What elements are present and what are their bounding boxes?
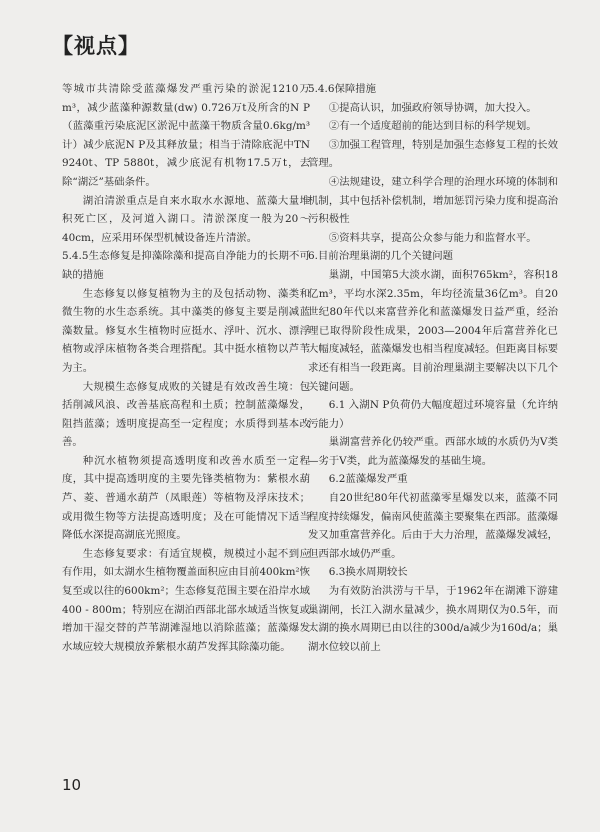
paragraph: 大规模生态修复成败的关键是有效改善生境：包括削减风浪、改善基底高程和土质；控制蓝藻爆发，阻挡蓝藻；透明度提高至一定程度；水质得到基本改善。 bbox=[62, 380, 310, 449]
paragraph: 自20世纪80年代初蓝藻零星爆发以来，蓝藻不同程度持续爆发，偏南风使蓝藻主要聚集在西部。蓝藻爆发又加重富营养化。后由于大力治理，蓝藻爆发减轻，但西部水域仍严重。 bbox=[308, 492, 558, 560]
left-column bbox=[62, 80, 310, 656]
paragraph: 为有效防治洪涝与干旱，于1962年在湖滩下游建巢湖闸，长江入湖水量减少，换水周期仅为0.5年，而太湖的换水周期已由以往的300d/a减少为160d/a；巢湖水位较以前上 bbox=[308, 585, 558, 653]
section-heading: 5.4.6保障措施 bbox=[308, 83, 377, 95]
section-heading: 5.4.5生态修复是抑藻除藻和提高自净能力的长期不可缺的措施 bbox=[62, 250, 310, 281]
paragraph: ②有一个适度超前的能达到目标的科学规划。 bbox=[328, 120, 537, 133]
section-heading: 6.目前治理巢湖的几个关键问题 bbox=[308, 250, 453, 263]
paragraph: 等城市共清除受蓝藻爆发严重污染的淤泥1210万m³，减少蓝藻种源数量(dw) 0.726万t及所含的N P（蓝藻重污染底泥区淤泥中蓝藻干物质含量0.6kg/m³计）减少底泥N P及其释放量；相当于清除底泥中TN 9240t、TP 5880t，减少底泥有机物17.5万t，去除“湖泛”基础条件。 bbox=[62, 83, 310, 188]
paragraph: 巢湖，中国第5大淡水湖，面积765km²，容积18亿m³，平均水深2.35m，年均径流量36亿m³。自20世纪80年代以来富营养化和蓝藻爆发日益严重，经治理已取得阶段性成果，2003—2004年后富营养化已大幅度减轻，蓝藻爆发也相当程度减轻。但距离目标要求还有相当一段距离。目前治理巢湖主要解决以下几个关键问题。 bbox=[308, 268, 558, 393]
paragraph: ⑤资料共享，提高公众参与能力和监督水平。 bbox=[328, 231, 537, 244]
paragraph: 湖泊清淤重点是自来水取水水源地、蓝藻大量堆积死亡区，及河道入湖口。清淤深度一般为20～40cm，应采用环保型机械设备连片清淤。 bbox=[62, 194, 310, 244]
paragraph: 生态修复要求：有适宜规模，规模过小起不到应有作用，如太湖水生植物覆盖面积应由目前400km²恢复至或以往的600km²；生态修复范围主要在沿岸水域400 - 800m；特别应在湖泊西部北部水域适当恢复或增加干湿交替的芦苇湖滩湿地以消除蓝藻；蓝藻爆发水域应较大规模放养紫根水葫芦发挥其除藻功能。 bbox=[62, 547, 310, 653]
paragraph: 种沉水植物须提高透明度和改善水质至一定程度，其中提高透明度的主要先锋类植物为：紫根水葫芦、菱、普通水葫芦（凤眼莲）等植物及浮床技术；或用微生物等方法提高透明度；及在可能情况下适当降低水深提高湖底光照度。 bbox=[62, 454, 310, 542]
paragraph: 6.2蓝藻爆发严重 bbox=[328, 473, 408, 486]
paragraph: ①提高认识，加强政府领导协调，加大投入。 bbox=[328, 101, 537, 114]
page-number: 10 bbox=[62, 776, 82, 794]
right-column bbox=[308, 80, 558, 656]
paragraph: ③加强工程管理，特别是加强生态修复工程的长效管理。 bbox=[308, 138, 558, 170]
section-header: 【视点】 bbox=[52, 34, 140, 58]
paragraph: 6.3换水周期较长 bbox=[328, 566, 408, 579]
paragraph: 巢湖富营养化仍较严重。西部水域的水质仍为V类—劣于V类，此为蓝藻爆发的基础生境。 bbox=[308, 436, 558, 467]
paragraph: ④法规建设，建立科学合理的治理水环境的体制和机制，其中包括补偿机制，增加惩罚污染力度和提高治污积极性 bbox=[308, 175, 558, 226]
paragraph: 6.1 入湖N P负荷仍大幅度超过环境容量（允许纳污能力） bbox=[308, 399, 558, 430]
paragraph: 生态修复以修复植物为主的及包括动物、藻类和微生物的水生态系统。其中藻类的修复主要是削减蓝藻数量。修复水生植物时应挺水、浮叶、沉水、漂浮植物或浮床植物各类合理搭配。其中挺水植物以芦苇为主。 bbox=[62, 287, 310, 374]
